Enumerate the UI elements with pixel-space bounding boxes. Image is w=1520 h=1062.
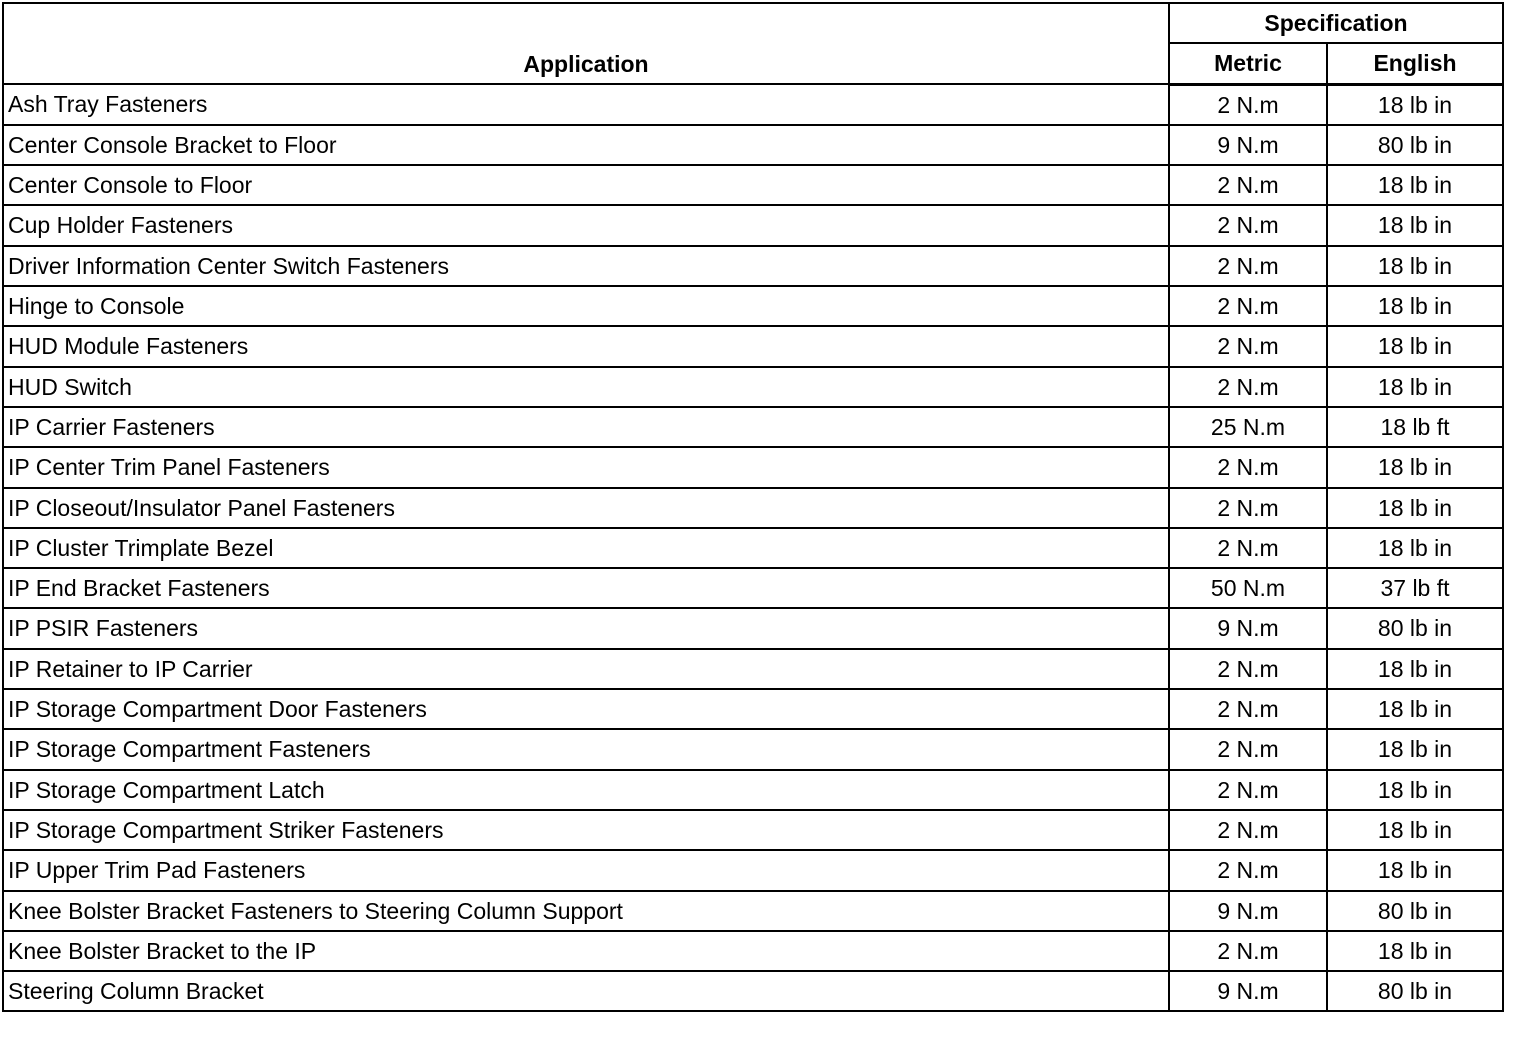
table-row: [3, 891, 1503, 931]
english-cell: 18 lb in: [1327, 84, 1503, 125]
metric-cell: 2 N.m: [1169, 205, 1327, 245]
table-row: [3, 689, 1503, 729]
table-row: [3, 649, 1503, 689]
metric-cell: 2 N.m: [1169, 84, 1327, 125]
table-row: [3, 367, 1503, 407]
fastener-specification-table: [2, 2, 1504, 1012]
metric-cell: 9 N.m: [1169, 608, 1327, 648]
application-cell: IP PSIR Fasteners: [3, 608, 1169, 648]
metric-cell: 50 N.m: [1169, 568, 1327, 608]
metric-cell: 2 N.m: [1169, 770, 1327, 810]
metric-cell: 2 N.m: [1169, 246, 1327, 286]
table-row: [3, 447, 1503, 487]
english-cell: 80 lb in: [1327, 971, 1503, 1011]
english-cell: 80 lb in: [1327, 891, 1503, 931]
english-cell: 18 lb in: [1327, 528, 1503, 568]
application-cell: IP End Bracket Fasteners: [3, 568, 1169, 608]
english-cell: 80 lb in: [1327, 608, 1503, 648]
application-cell: Hinge to Console: [3, 286, 1169, 326]
table-row: [3, 931, 1503, 971]
table-row: [3, 971, 1503, 1011]
english-cell: 18 lb in: [1327, 850, 1503, 890]
application-cell: HUD Module Fasteners: [3, 326, 1169, 366]
english-cell: 80 lb in: [1327, 125, 1503, 165]
metric-cell: 9 N.m: [1169, 125, 1327, 165]
english-cell: 37 lb ft: [1327, 568, 1503, 608]
metric-cell: 2 N.m: [1169, 810, 1327, 850]
english-cell: 18 lb in: [1327, 649, 1503, 689]
english-cell: 18 lb in: [1327, 367, 1503, 407]
english-cell: 18 lb in: [1327, 689, 1503, 729]
table-row: [3, 770, 1503, 810]
metric-cell: 25 N.m: [1169, 407, 1327, 447]
metric-column-header: Metric: [1169, 43, 1327, 84]
header-row-top: [3, 3, 1503, 43]
application-cell: HUD Switch: [3, 367, 1169, 407]
application-cell: IP Cluster Trimplate Bezel: [3, 528, 1169, 568]
english-cell: 18 lb in: [1327, 246, 1503, 286]
metric-cell: 2 N.m: [1169, 326, 1327, 366]
english-cell: 18 lb ft: [1327, 407, 1503, 447]
metric-cell: 2 N.m: [1169, 528, 1327, 568]
table-row: [3, 286, 1503, 326]
application-cell: Ash Tray Fasteners: [3, 84, 1169, 125]
metric-cell: 2 N.m: [1169, 286, 1327, 326]
application-cell: IP Carrier Fasteners: [3, 407, 1169, 447]
table-row: [3, 205, 1503, 245]
application-cell: Driver Information Center Switch Fasteners: [3, 246, 1169, 286]
table-row: [3, 326, 1503, 366]
metric-cell: 2 N.m: [1169, 850, 1327, 890]
application-cell: Knee Bolster Bracket to the IP: [3, 931, 1169, 971]
table-row: [3, 125, 1503, 165]
english-cell: 18 lb in: [1327, 447, 1503, 487]
metric-cell: 2 N.m: [1169, 729, 1327, 769]
application-cell: IP Storage Compartment Fasteners: [3, 729, 1169, 769]
application-cell: IP Storage Compartment Door Fasteners: [3, 689, 1169, 729]
english-column-header: English: [1327, 43, 1503, 84]
english-cell: 18 lb in: [1327, 770, 1503, 810]
english-cell: 18 lb in: [1327, 286, 1503, 326]
english-cell: 18 lb in: [1327, 729, 1503, 769]
application-cell: Center Console to Floor: [3, 165, 1169, 205]
application-cell: Cup Holder Fasteners: [3, 205, 1169, 245]
table-row: [3, 528, 1503, 568]
application-cell: Steering Column Bracket: [3, 971, 1169, 1011]
table-row: [3, 568, 1503, 608]
table-row: [3, 608, 1503, 648]
metric-cell: 2 N.m: [1169, 447, 1327, 487]
table-row: [3, 246, 1503, 286]
metric-cell: 2 N.m: [1169, 367, 1327, 407]
application-cell: IP Retainer to IP Carrier: [3, 649, 1169, 689]
table-body: [3, 84, 1503, 1011]
table-row: [3, 810, 1503, 850]
metric-cell: 2 N.m: [1169, 649, 1327, 689]
table-row: [3, 165, 1503, 205]
english-cell: 18 lb in: [1327, 165, 1503, 205]
metric-cell: 9 N.m: [1169, 891, 1327, 931]
metric-cell: 9 N.m: [1169, 971, 1327, 1011]
application-column-header: Application: [3, 3, 1169, 84]
application-cell: IP Upper Trim Pad Fasteners: [3, 850, 1169, 890]
english-cell: 18 lb in: [1327, 326, 1503, 366]
table-row: [3, 729, 1503, 769]
table-row: [3, 488, 1503, 528]
application-cell: IP Storage Compartment Latch: [3, 770, 1169, 810]
table-row: [3, 407, 1503, 447]
application-cell: Knee Bolster Bracket Fasteners to Steering Column Support: [3, 891, 1169, 931]
english-cell: 18 lb in: [1327, 810, 1503, 850]
metric-cell: 2 N.m: [1169, 165, 1327, 205]
specification-column-header: Specification: [1169, 3, 1503, 43]
table-row: [3, 84, 1503, 125]
metric-cell: 2 N.m: [1169, 931, 1327, 971]
english-cell: 18 lb in: [1327, 931, 1503, 971]
english-cell: 18 lb in: [1327, 488, 1503, 528]
application-cell: IP Storage Compartment Striker Fasteners: [3, 810, 1169, 850]
application-cell: IP Center Trim Panel Fasteners: [3, 447, 1169, 487]
application-cell: IP Closeout/Insulator Panel Fasteners: [3, 488, 1169, 528]
application-cell: Center Console Bracket to Floor: [3, 125, 1169, 165]
english-cell: 18 lb in: [1327, 205, 1503, 245]
table-row: [3, 850, 1503, 890]
metric-cell: 2 N.m: [1169, 488, 1327, 528]
metric-cell: 2 N.m: [1169, 689, 1327, 729]
